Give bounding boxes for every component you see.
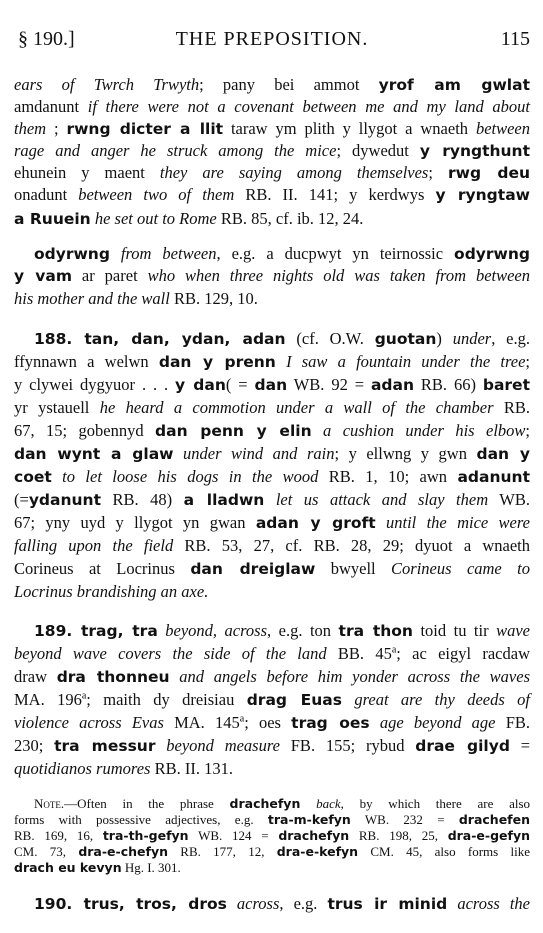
text-run <box>447 894 457 913</box>
headword: tra-m-kefyn <box>267 812 351 827</box>
text-run: FB. 155; rybud <box>279 736 416 755</box>
headword: drag Euas <box>246 691 342 709</box>
translation: his mother and the wall <box>14 289 170 308</box>
text-run: ; <box>46 119 67 138</box>
text-run: ar paret <box>72 266 148 285</box>
text-run: bwyell <box>315 559 392 578</box>
headword: trag oes <box>291 714 370 732</box>
text-run: yr ystauell <box>14 398 100 417</box>
headword: guotan <box>374 330 437 348</box>
text-line <box>14 558 530 580</box>
text-run: RB. 85, cf. ib. 12, 24. <box>216 209 364 228</box>
text-run <box>264 490 275 509</box>
text-line <box>14 374 530 396</box>
translation: between two of them <box>78 185 235 204</box>
text-run: RB. 129, 10. <box>169 289 258 308</box>
text-run: ( = <box>225 375 255 394</box>
text-run: (cf. O.W. <box>285 329 375 348</box>
translation: who when three nights old was taken from between <box>147 266 531 285</box>
headword: drachefyn <box>278 828 350 843</box>
text-run: Hg. I. 301. <box>121 860 181 875</box>
text-run: .—Often in the phrase <box>60 796 230 811</box>
translation: from between <box>120 244 217 263</box>
text-line <box>14 288 530 310</box>
text-line <box>14 512 530 534</box>
headword: yrof am gwlat <box>378 76 530 94</box>
translation: they are saying among themselves <box>159 163 429 182</box>
text-line <box>34 620 530 642</box>
text-line <box>14 666 530 688</box>
text-run <box>170 667 180 686</box>
text-run: ; ac eigyl racdaw <box>396 644 530 663</box>
translation: rage and anger he struck among the mice <box>14 141 337 160</box>
text-run: BB. 45 <box>326 644 392 663</box>
text-run: 67; yny uyd y llygot yn gwan <box>14 513 256 532</box>
translation: quotidianos rumores <box>14 759 151 778</box>
translation: wave <box>496 621 530 640</box>
text-line <box>14 466 530 488</box>
text-run: ehunein y maent <box>14 163 160 182</box>
translation: he heard a commotion under a wall of the chamber <box>99 398 494 417</box>
translation: until the mice were <box>386 513 530 532</box>
text-run: WB. <box>488 490 530 509</box>
translation: if there were not a covenant between me and my land about <box>87 97 530 116</box>
headword: coet <box>14 468 52 486</box>
text-run <box>52 467 62 486</box>
text-run: ; <box>525 421 531 440</box>
text-run: , e.g. <box>279 894 328 913</box>
text-run: y clywei dygyuor . . . <box>14 375 176 394</box>
text-run: ; y ellwng y gwn <box>334 444 477 463</box>
text-run: (= <box>14 490 29 509</box>
text-line <box>14 351 530 373</box>
headword: dan wynt a glaw <box>14 445 174 463</box>
text-run: , e.g. <box>491 329 530 348</box>
translation: beyond wave covers the side of the land <box>14 644 327 663</box>
headword: baret <box>482 376 530 394</box>
text-line <box>14 535 530 557</box>
note-line <box>14 812 530 828</box>
translation: he set out to Rome <box>94 209 217 228</box>
text-line <box>14 162 530 184</box>
text-run: amdanunt <box>14 97 88 116</box>
headword: dan <box>254 376 288 394</box>
text-line <box>14 118 530 140</box>
text-line <box>14 140 530 162</box>
text-run: onadunt <box>14 185 79 204</box>
text-line <box>14 735 530 757</box>
translation: to let loose his dogs in the wood <box>62 467 319 486</box>
superscript: a <box>239 713 245 725</box>
superscript: a <box>391 644 397 656</box>
headword: dan dreiglaw <box>190 560 316 578</box>
translation: ears of Twrch Trwyth <box>14 75 200 94</box>
headword: rwng dicter a llit <box>66 120 224 138</box>
text-run: ; <box>525 352 531 371</box>
text-run: ; maith dy dreisiau <box>86 690 247 709</box>
headword: odyrwng <box>34 245 110 263</box>
translation: between <box>475 119 530 138</box>
translation: great are thy deeds of <box>354 690 530 709</box>
text-run: WB. 232 = <box>350 812 459 827</box>
headword: dra thonneu <box>56 668 170 686</box>
text-run <box>370 713 380 732</box>
translation: age beyond age <box>379 713 496 732</box>
headword: y dan <box>175 376 226 394</box>
text-run <box>342 690 354 709</box>
headword: drachefyn <box>229 796 301 811</box>
text-run: WB. 92 = <box>287 375 371 394</box>
translation: beyond, across <box>165 621 268 640</box>
text-run: RB. 66) <box>414 375 483 394</box>
text-run: RB. II. 141; y kerdwys <box>234 185 436 204</box>
text-line <box>34 328 530 350</box>
text-run: RB. 53, 27, cf. RB. 28, 29; dyuot a wnaeth <box>173 536 530 555</box>
text-line <box>14 208 530 230</box>
text-run: RB. 177, 12, <box>168 844 277 859</box>
headword: drach eu kevyn <box>14 860 122 875</box>
note-line <box>14 828 530 844</box>
text-run <box>174 444 184 463</box>
headword: 188. tan, dan, ydan, adan <box>34 330 286 348</box>
text-run: toid tu tir <box>412 621 497 640</box>
headword: trus ir minid <box>327 895 448 913</box>
note-line <box>14 844 530 860</box>
text-run: ; pany bei ammot <box>199 75 379 94</box>
superscript: a <box>81 690 87 702</box>
headword: a Ruuein <box>14 210 91 228</box>
text-run <box>227 894 237 913</box>
text-run: WB. 124 = <box>188 828 279 843</box>
text-line <box>14 489 530 511</box>
text-line <box>14 74 530 96</box>
text-run: Corineus at Locrinus <box>14 559 191 578</box>
text-line <box>14 184 530 206</box>
text-run: = <box>509 736 531 755</box>
translation: Corineus came to <box>391 559 530 578</box>
text-line <box>14 420 530 442</box>
text-line <box>34 893 530 915</box>
text-line <box>14 265 530 287</box>
note-line <box>14 860 530 876</box>
translation: under <box>452 329 492 348</box>
text-run: 230; <box>14 736 55 755</box>
text-run: RB. 48) <box>100 490 184 509</box>
headword: a lladwn <box>183 491 265 509</box>
headword: adan <box>370 376 415 394</box>
translation: back <box>316 796 341 811</box>
translation: and angels before him yonder across the waves <box>179 667 531 686</box>
text-run <box>276 352 286 371</box>
text-run: 67, 15; gobennyd <box>14 421 156 440</box>
headword: tra thon <box>338 622 413 640</box>
translation: I saw a fountain under the tree <box>286 352 526 371</box>
headword: y ryngtaw <box>435 186 530 204</box>
headword: ydanunt <box>28 491 101 509</box>
text-line <box>14 96 530 118</box>
headword: drae gilyd <box>415 737 510 755</box>
text-run: Note <box>34 796 61 811</box>
headword: dra-e-gefyn <box>447 828 530 843</box>
text-run: CM. 73, <box>14 844 79 859</box>
note-line <box>34 796 530 812</box>
text-line <box>14 581 530 603</box>
text-run: RB. 198, 25, <box>349 828 448 843</box>
headword: dan y <box>476 445 530 463</box>
headword: odyrwng <box>454 245 530 263</box>
text-run: RB. II. 131. <box>150 759 233 778</box>
text-line <box>14 712 530 734</box>
translation: falling upon the field <box>14 536 174 555</box>
text-line <box>14 397 530 419</box>
text-run: CM. 45, also forms like <box>358 844 530 859</box>
text-run: ) <box>436 329 453 348</box>
headword: rwg deu <box>447 164 530 182</box>
text-line <box>34 243 530 265</box>
header-page-number: 115 <box>500 28 530 50</box>
text-run: taraw ym plith y llygot a wnaeth <box>223 119 476 138</box>
headword: y vam <box>14 267 73 285</box>
text-run: , e.g. ton <box>267 621 339 640</box>
headword: dan y prenn <box>158 353 276 371</box>
running-header <box>14 28 530 52</box>
translation: a cushion under his elbow <box>323 421 526 440</box>
headword: 189. trag, tra <box>34 622 158 640</box>
headword: drachefen <box>458 812 530 827</box>
text-line <box>14 643 530 665</box>
headword: dan penn y elin <box>155 422 312 440</box>
headword: tra-th-gefyn <box>102 828 189 843</box>
translation: across the <box>457 894 531 913</box>
header-title: THE PREPOSITION. <box>175 28 369 50</box>
header-section: § 190.] <box>18 28 75 50</box>
text-run: RB. 1, 10; awn <box>318 467 458 486</box>
translation: under wind and rain <box>183 444 335 463</box>
text-run: forms with possessive adjectives, e.g. <box>14 812 268 827</box>
text-run <box>300 796 316 811</box>
text-run: MA. 196 <box>14 690 82 709</box>
text-run: ; oes <box>244 713 292 732</box>
translation: Locrinus brandishing an axe. <box>14 582 209 601</box>
text-run: ; <box>428 163 448 182</box>
text-line <box>14 689 530 711</box>
text-run: draw <box>14 667 57 686</box>
text-run: MA. 145 <box>163 713 240 732</box>
text-run <box>376 513 386 532</box>
headword: dra-e-chefyn <box>78 844 168 859</box>
headword: adanunt <box>457 468 530 486</box>
text-run: ffynnawn a welwn <box>14 352 159 371</box>
text-run <box>110 244 121 263</box>
translation: them <box>14 119 47 138</box>
translation: let us attack and slay them <box>275 490 489 509</box>
text-line <box>14 758 530 780</box>
headword: tra messur <box>54 737 156 755</box>
text-run: RB. 169, 16, <box>14 828 103 843</box>
translation: violence across Evas <box>14 713 164 732</box>
translation: across <box>236 894 280 913</box>
text-run: , e.g. a ducpwyt yn teirnossic <box>216 244 455 263</box>
headword: y ryngthunt <box>419 142 530 160</box>
text-run: ; dywedut <box>336 141 420 160</box>
text-run: FB. <box>495 713 530 732</box>
headword: adan y groft <box>255 514 376 532</box>
headword: dra-e-kefyn <box>276 844 359 859</box>
text-run: RB. <box>493 398 530 417</box>
text-line <box>14 443 530 465</box>
translation: beyond measure <box>166 736 280 755</box>
text-run: , by which there are also <box>340 796 531 811</box>
headword: 190. trus, tros, dros <box>34 895 227 913</box>
text-run <box>155 736 166 755</box>
text-run <box>312 421 323 440</box>
